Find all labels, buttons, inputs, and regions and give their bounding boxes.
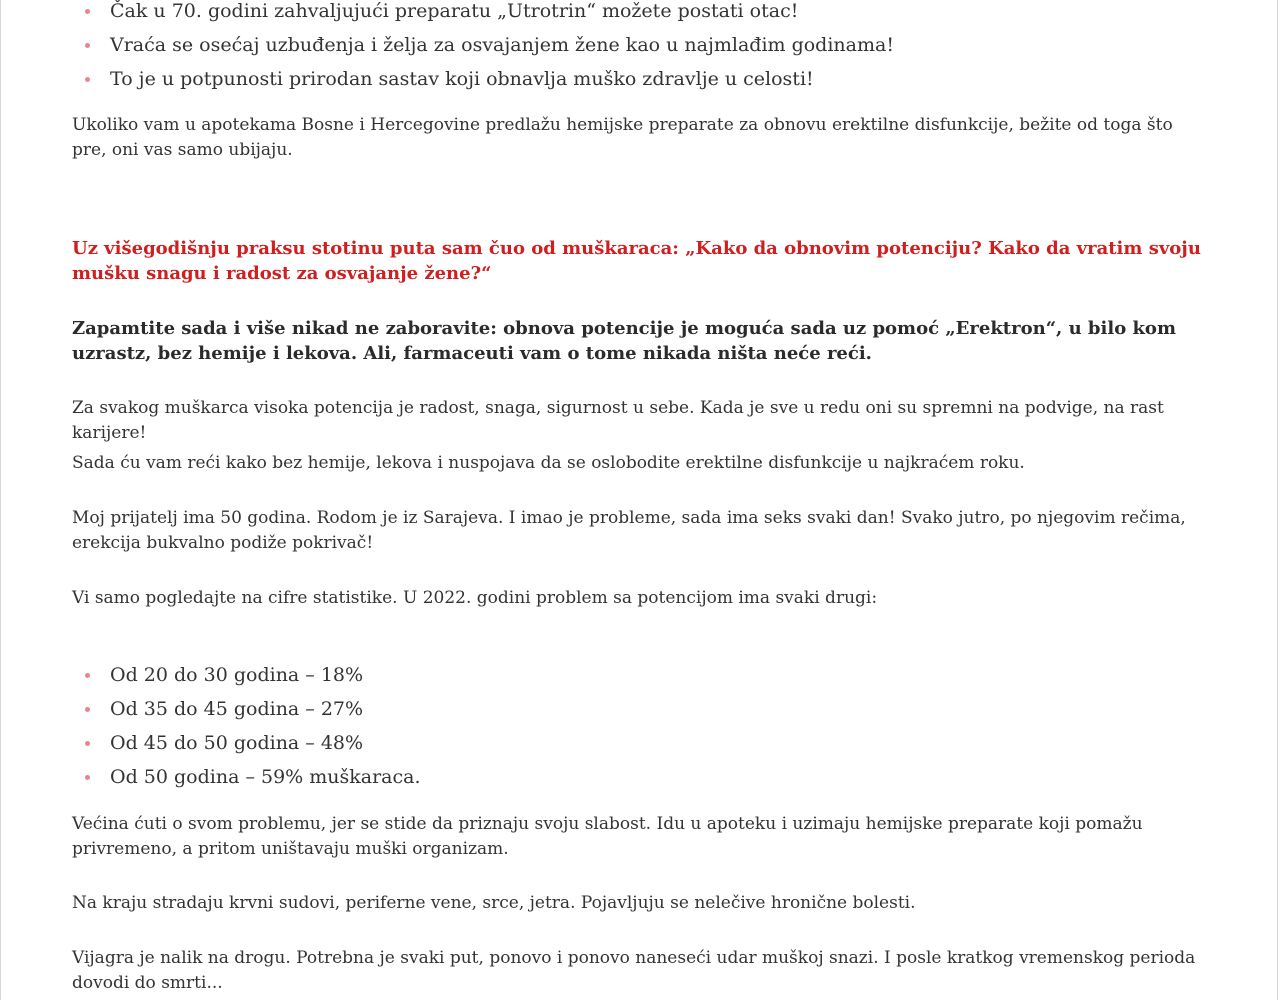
bullet-icon [85,741,90,746]
paragraph-prijatelj: Moj prijatelj ima 50 godina. Rodom je iz Sarajeva. I imao je probleme, sada ima seks svaki dan! Svako jutro, po njegovim rečima, erekcija bukvalno podiže pokrivač! [72,508,1186,553]
bullet-icon [85,77,90,82]
statistics-list [72,658,421,794]
list-item: Od 45 do 50 godina – 48% [72,726,421,760]
red-quote-heading: Uz višegodišnju praksu stotinu puta sam čuo od muškaraca: „Kako da obnovim potenciju? Kako da vratim svoju mušku snagu i radost za osvajanje žene?“ [72,238,1201,284]
paragraph-kraj: Na kraju stradaju krvni sudovi, periferne vene, srce, jetra. Pojavljuju se nelečive hronične bolesti. [72,893,916,913]
list-item: Od 20 do 30 godina – 18% [72,658,421,692]
bullet-icon [85,43,90,48]
paragraph-reci: Sada ću vam reći kako bez hemije, lekova i nuspojava da se oslobodite erektilne disfunkcije u najkraćem roku. [72,453,1025,473]
list-item: Čak u 70. godini zahvaljujući preparatu „Utrotrin“ možete postati otac! [72,0,894,28]
bullet-icon [85,9,90,14]
list-item: Od 35 do 45 godina – 27% [72,692,421,726]
paragraph-statistika: Vi samo pogledajte na cifre statistike. U 2022. godini problem sa potencijom ima svaki drugi: [72,588,878,608]
bullet-icon [85,775,90,780]
paragraph-vijagra: Vijagra je nalik na drogu. Potrebna je svaki put, ponovo i ponovo naneseći udar muškoj snazi. I posle kratkog vremenskog perioda dovodi do smrti... [72,948,1196,993]
paragraph-vecina: Većina ćuti o svom problemu, jer se stide da priznaju svoju slabost. Idu u apoteku i uzimaju hemijske preparate koji pomažu privremeno, a pritom uništavaju muški organizam. [72,814,1143,859]
list-item: Vraća se osećaj uzbuđenja i želja za osvajanjem žene kao u najmlađim godinama! [72,28,894,62]
benefits-list [72,0,894,96]
bullet-icon [85,673,90,678]
list-item: Od 50 godina – 59% muškaraca. [72,760,421,794]
bullet-icon [85,707,90,712]
paragraph-apoteke: Ukoliko vam u apotekama Bosne i Hercegovine predlažu hemijske preparate za obnovu erektilne disfunkcije, bežite od toga što pre, oni vas samo ubijaju. [72,115,1173,160]
list-item: To je u potpunosti prirodan sastav koji obnavlja muško zdravlje u celosti! [72,62,894,96]
paragraph-radost: Za svakog muškarca visoka potencija je radost, snaga, sigurnost u sebe. Kada je sve u redu oni su spremni na podvige, na rast karijere! [72,398,1164,443]
bold-statement: Zapamtite sada i više nikad ne zaboravite: obnova potencije je moguća sada uz pomoć „Erektron“, u bilo kom uzrastz, bez hemije i lekova. Ali, farmaceuti vam o tome nikada ništa neće reći. [72,318,1176,364]
